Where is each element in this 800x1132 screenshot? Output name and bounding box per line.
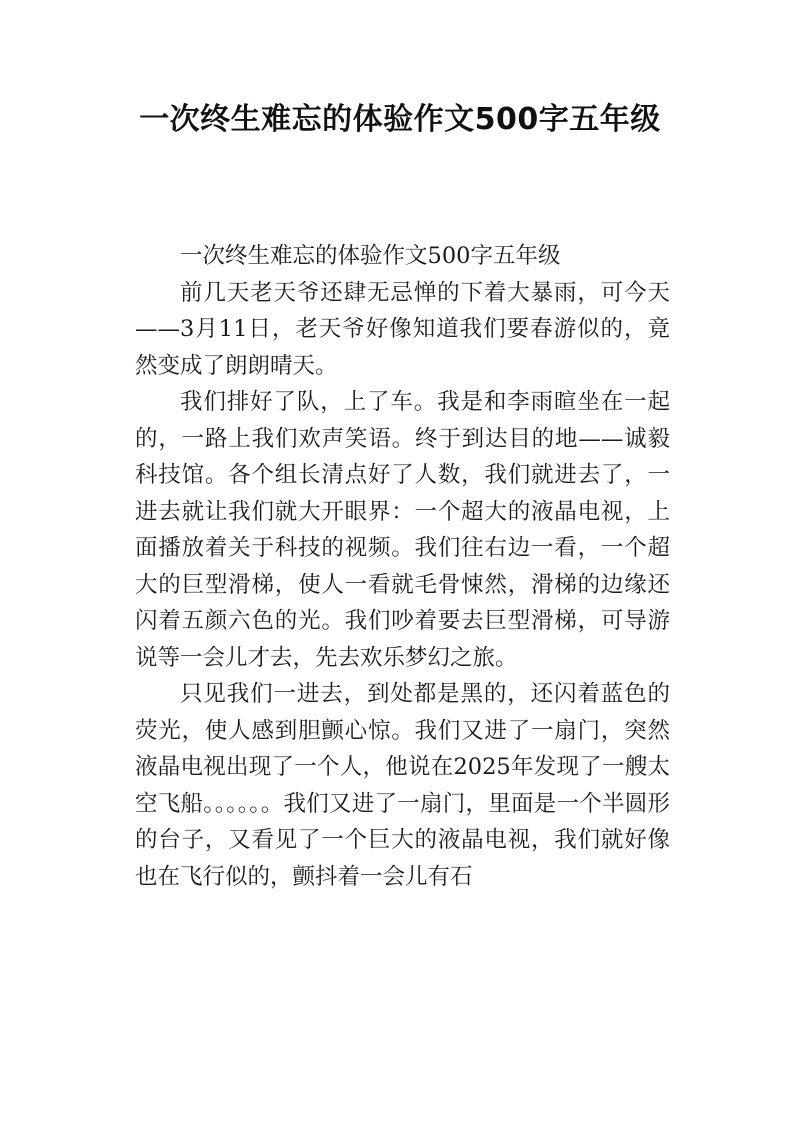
paragraph-subtitle: 一次终生难忘的体验作文500字五年级 <box>180 243 561 269</box>
document-title: 一次终生难忘的体验作文500字五年级 <box>139 102 661 137</box>
document-body <box>135 238 670 895</box>
paragraph-weather: 前几天老天爷还肆无忌惮的下着大暴雨，可今天——3月11日，老天爷好像知道我们要春游似的，竟然变成了朗朗晴天。 <box>135 279 670 379</box>
paragraph-journey: 只见我们一进去，到处都是黑的，还闪着蓝色的荧光，使人感到胆颤心惊。我们又进了一扇门，突然液晶电视出现了一个人，他说在2025年发现了一艘太空飞船。。。。。。我们又进了一扇门，里面是一个半圆形的台子，又看见了一个巨大的液晶电视，我们就好像也在飞行似的，颤抖着一会儿有石 <box>135 681 670 890</box>
paragraph-museum: 我们排好了队，上了车。我是和李雨暄坐在一起的，一路上我们欢声笑语。终于到达目的地——诚毅科技馆。各个组长清点好了人数，我们就进去了，一进去就让我们就大开眼界：一个超大的液晶电视，上面播放着关于科技的视频。我们往右边一看，一个超大的巨型滑梯，使人一看就毛骨悚然，滑梯的边缘还闪着五颜六色的光。我们吵着要去巨型滑梯，可导游说等一会儿才去，先去欢乐梦幻之旅。 <box>135 389 670 671</box>
